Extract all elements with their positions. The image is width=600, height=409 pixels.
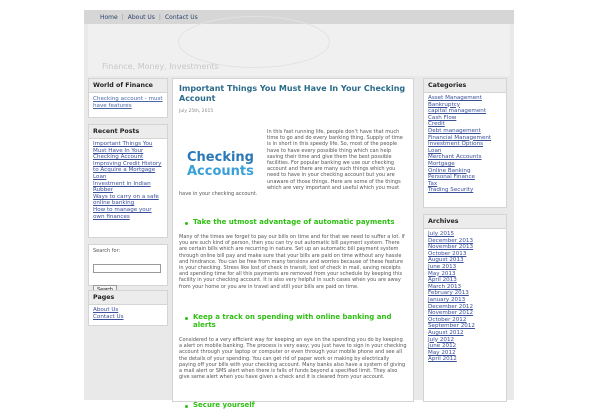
pages-list xyxy=(89,305,167,322)
nav-separator: | xyxy=(158,13,161,21)
section-bullet xyxy=(185,405,188,408)
archive-link[interactable]: August 2012 xyxy=(428,329,464,336)
recent-post-link[interactable]: Improving Credit History to Acquire a Mortgage Loan xyxy=(93,160,162,180)
world-of-finance-link[interactable]: Checking account - must have features xyxy=(93,96,163,109)
section-bullet xyxy=(185,317,188,320)
category-link[interactable]: Mortgage xyxy=(428,160,455,167)
archive-link[interactable]: June 2012 xyxy=(428,343,457,350)
logo-line-2: Accounts xyxy=(187,164,254,179)
post-title[interactable]: Important Things You Must Have In Your Checking Account xyxy=(179,84,406,103)
archive-link[interactable]: September 2012 xyxy=(428,323,475,330)
section-text: Many of the times we forget to pay our bills on time and for that we need to suffer a lot. If you are such kind of person, then you can try out automatic bill payment system. There are certain bills which are recurring in nature. Set up an automatic bill payment system through online bill pay and make sure that your bills are paid on time without any hassle and hindrance. You can be free from many tensions and worries because of these feature in your checking. Stress like lost of check in transit, lost of check in mail, saving receipts and spending time for all this payments are removed from your schedule by keeping this facility in your checking account. It is also very helpful in such cases when you are away from your home or you are in travel and still your bills are paid on time. xyxy=(179,234,405,290)
section-heading: Keep a track on spending with online banking and alerts xyxy=(193,313,392,329)
categories-title: Categories xyxy=(424,79,506,93)
archive-link[interactable]: October 2012 xyxy=(428,316,467,323)
post-intro xyxy=(179,129,407,197)
recent-posts-title: Recent Posts xyxy=(89,125,167,139)
search-widget xyxy=(88,244,168,286)
categories-list xyxy=(424,93,506,196)
search-label: Search for: xyxy=(93,248,121,254)
world-of-finance-body xyxy=(89,93,167,112)
section-text: Considered to a very efficient way for keeping an eye on the spending you do by keeping a alert on mobile banking. The process is very easy; you just have to sign in your checking account through your laptop or computer or even through your mobile phone and see all the details of your spending. You can get rid of paper work or making by electrically paying off your bills with your checking account. Many banks also have a system of giving a mail alert or SMS alert when there is falls of funds beyond a specified limit. They also give same alert when you have given a check and it is cleared from your account. xyxy=(179,337,407,381)
nav-contact-us[interactable]: Contact Us xyxy=(164,13,198,21)
page-frame xyxy=(84,10,514,409)
archive-link[interactable]: April 2012 xyxy=(428,356,457,363)
archive-link[interactable]: February 2013 xyxy=(428,290,469,297)
archive-link[interactable]: May 2012 xyxy=(428,349,456,356)
recent-post-link[interactable]: Important Things You Must Have In Your Checking Account xyxy=(93,141,153,161)
top-nav xyxy=(100,10,198,24)
recent-post-link[interactable]: Ways to carry on a safe online banking xyxy=(93,193,159,207)
archive-link[interactable]: October 2013 xyxy=(428,250,467,257)
archive-link[interactable]: December 2013 xyxy=(428,237,474,244)
recent-post-link[interactable]: Investment in Indian Rubber xyxy=(93,180,151,194)
logo-line-1: Checking xyxy=(187,150,254,165)
nav-about-us[interactable]: About Us xyxy=(127,13,155,21)
intro-float-spacer xyxy=(179,129,267,185)
archive-link[interactable]: July 2015 xyxy=(428,231,455,237)
category-link[interactable]: Credit xyxy=(428,121,445,128)
archive-link[interactable]: November 2013 xyxy=(428,244,474,251)
archive-link[interactable]: December 2012 xyxy=(428,303,474,310)
category-link[interactable]: Bankruptcy xyxy=(428,101,461,108)
page-link-about-us[interactable]: About Us xyxy=(93,307,119,313)
archive-link[interactable]: July 2012 xyxy=(428,336,455,343)
category-link[interactable]: Tax xyxy=(428,180,438,187)
section-heading: Secure yourself xyxy=(193,401,255,409)
category-link[interactable]: Personal Finance xyxy=(428,174,475,181)
archive-link[interactable]: January 2013 xyxy=(428,296,466,303)
category-link[interactable]: Online Banking xyxy=(428,167,471,174)
header-swirl-decoration xyxy=(178,16,330,68)
archive-link[interactable]: April 2013 xyxy=(428,277,457,284)
category-link[interactable]: Merchant Accounts xyxy=(428,154,482,161)
site-header xyxy=(88,24,510,76)
category-link[interactable]: Financial Management xyxy=(428,134,492,141)
site-tagline: Finance, Money, Investments xyxy=(102,62,219,71)
archive-link[interactable]: May 2013 xyxy=(428,270,456,277)
category-link[interactable]: Asset Management xyxy=(428,95,482,101)
category-link[interactable]: Debt management xyxy=(428,127,481,134)
main-content xyxy=(172,78,414,409)
pages-widget xyxy=(88,290,168,326)
section-heading: Take the utmost advantage of automatic payments xyxy=(193,218,395,226)
pages-title: Pages xyxy=(89,291,167,305)
archive-link[interactable]: June 2013 xyxy=(428,263,457,270)
category-link[interactable]: Cash Flow xyxy=(428,114,457,121)
archive-link[interactable]: March 2013 xyxy=(428,283,462,290)
recent-post-link[interactable]: How to manage your own finances xyxy=(93,206,152,220)
archives-widget xyxy=(423,214,507,402)
section-bullet xyxy=(185,222,188,225)
search-input[interactable] xyxy=(93,264,161,273)
archives-title: Archives xyxy=(424,215,506,229)
recent-posts-widget xyxy=(88,124,168,238)
nav-separator: | xyxy=(121,13,124,21)
recent-posts-list xyxy=(89,139,167,222)
categories-widget xyxy=(423,78,507,208)
page-link-contact-us[interactable]: Contact Us xyxy=(93,313,124,320)
post-intro-text: In this fast running life, people don’t have that much time to go and do every banking thing. Supply of time is in short in this speedy life. So, most of the people have to have every possible thing which can help saving their time and give them the best possible facilities. For popular banking we use our checking account and there are many such things which you need to have in your checking account but you are unaware of those things. Here are some of the things which are very important and useful which you must have in your checking account. xyxy=(179,129,403,198)
category-link[interactable]: Trading Security xyxy=(428,187,474,194)
category-link[interactable]: Loan xyxy=(428,147,442,154)
archives-list xyxy=(424,229,506,365)
archive-link[interactable]: August 2013 xyxy=(428,257,464,264)
category-link[interactable]: Investment Options xyxy=(428,141,484,148)
category-link[interactable]: capital management xyxy=(428,108,487,115)
nav-home[interactable]: Home xyxy=(100,13,118,21)
world-of-finance-widget xyxy=(88,78,168,118)
archive-link[interactable]: November 2012 xyxy=(428,310,474,317)
world-of-finance-title: World of Finance xyxy=(89,79,167,93)
post-date: July 25th, 2015 xyxy=(179,109,214,114)
